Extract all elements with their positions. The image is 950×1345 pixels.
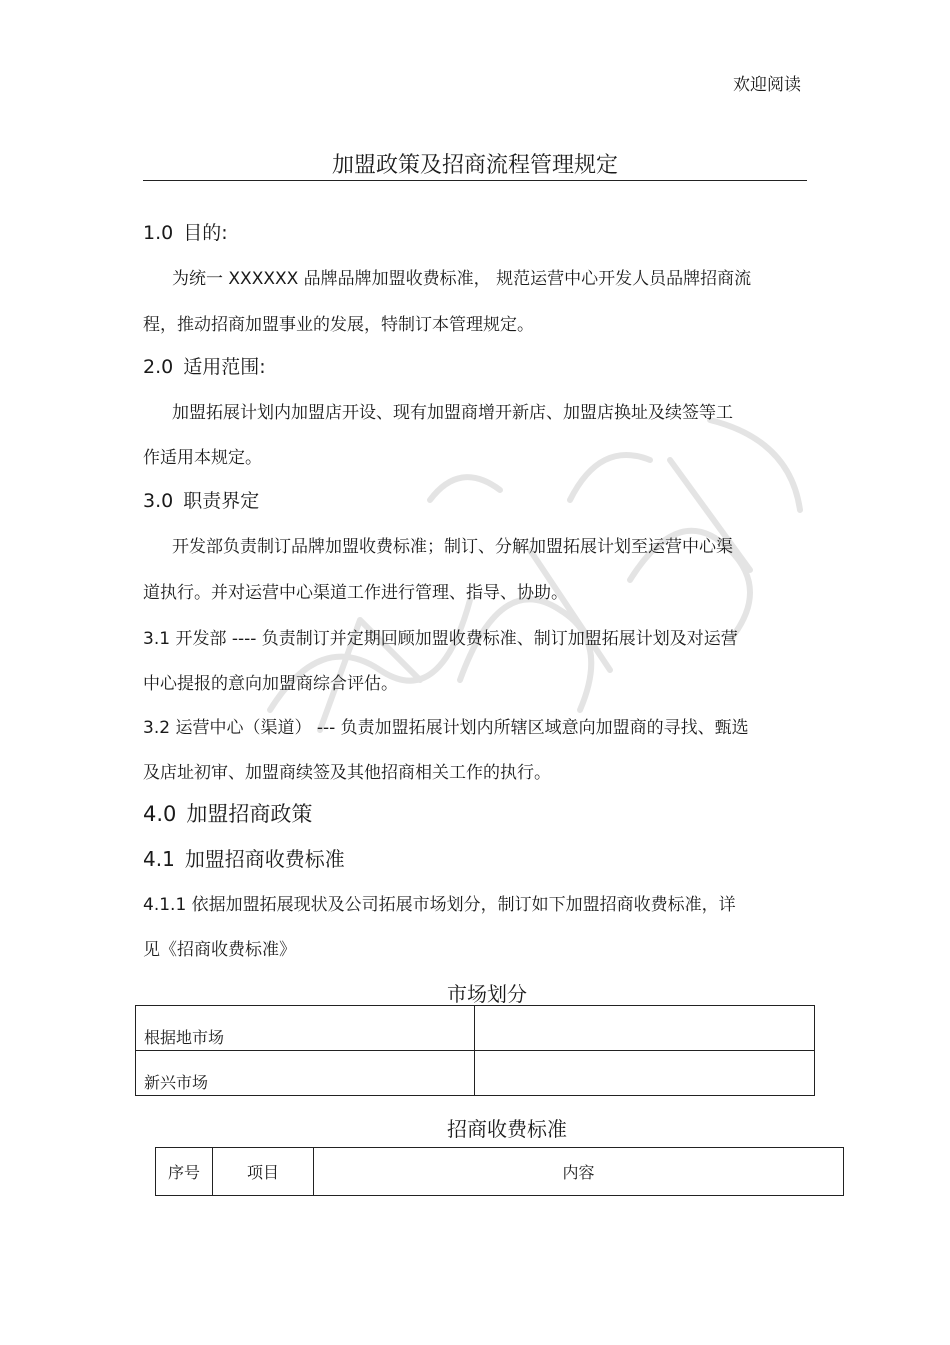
section-title: 适用范围: (183, 356, 266, 378)
table-cell (475, 1006, 815, 1051)
header-note: 欢迎阅读 (733, 75, 801, 95)
column-header: 内容 (314, 1148, 844, 1196)
paragraph-line: 道执行。并对运营中心渠道工作进行管理、指导、协助。 (143, 583, 568, 603)
section-number: 2.0 (143, 356, 174, 378)
section-title: 加盟招商政策 (186, 802, 313, 826)
column-header: 序号 (156, 1148, 213, 1196)
paragraph-line: 4.1.1 依据加盟拓展现状及公司拓展市场划分，制订如下加盟招商收费标准，详 (143, 895, 736, 915)
section-number: 4.1 (143, 847, 175, 871)
paragraph-line: 见《招商收费标准》 (143, 940, 296, 960)
fee-table-caption: 招商收费标准 (447, 1117, 567, 1141)
paragraph-line: 开发部负责制订品牌加盟收费标准；制订、分解加盟拓展计划至运营中心渠 (172, 537, 733, 557)
table-cell (475, 1051, 815, 1096)
column-header: 项目 (213, 1148, 314, 1196)
section-title: 职责界定 (183, 490, 260, 512)
section-heading-purpose (143, 218, 228, 245)
section-title: 目的: (183, 222, 228, 244)
paragraph-line: 3.2 运营中心（渠道） --- 负责加盟拓展计划内所辖区域意向加盟商的寻找、甄选 (143, 718, 749, 738)
section-heading-fee-standard (143, 843, 345, 872)
paragraph-line: 及店址初审、加盟商续签及其他招商相关工作的执行。 (143, 763, 551, 783)
paragraph-line: 为统一 XXXXXX 品牌品牌加盟收费标准， 规范运营中心开发人员品牌招商流 (172, 269, 752, 289)
paragraph-line: 中心提报的意向加盟商综合评估。 (143, 674, 398, 694)
table-cell: 新兴市场 (136, 1051, 475, 1096)
section-number: 3.0 (143, 490, 174, 512)
watermark-stamp (230, 380, 830, 760)
section-number: 1.0 (143, 222, 174, 244)
paragraph-line: 作适用本规定。 (143, 448, 262, 468)
table-row (136, 1006, 815, 1051)
section-heading-policy (143, 798, 312, 828)
document-title: 加盟政策及招商流程管理规定 (331, 153, 618, 178)
table-row (136, 1051, 815, 1096)
section-heading-scope (143, 352, 266, 379)
fee-table (155, 1147, 844, 1196)
section-title: 加盟招商收费标准 (184, 847, 345, 871)
section-number: 4.0 (143, 802, 177, 826)
paragraph-line: 加盟拓展计划内加盟店开设、现有加盟商增开新店、加盟店换址及续签等工 (172, 403, 733, 423)
table-header-row (156, 1148, 844, 1196)
table-cell: 根据地市场 (136, 1006, 475, 1051)
paragraph-line: 程，推动招商加盟事业的发展，特制订本管理规定。 (143, 315, 534, 335)
paragraph-line: 3.1 开发部 ---- 负责制订并定期回顾加盟收费标准、制订加盟拓展计划及对运营 (143, 629, 738, 649)
market-table-caption: 市场划分 (447, 982, 527, 1006)
market-table (135, 1005, 815, 1096)
title-underline (143, 180, 807, 181)
section-heading-responsibilities (143, 486, 259, 513)
